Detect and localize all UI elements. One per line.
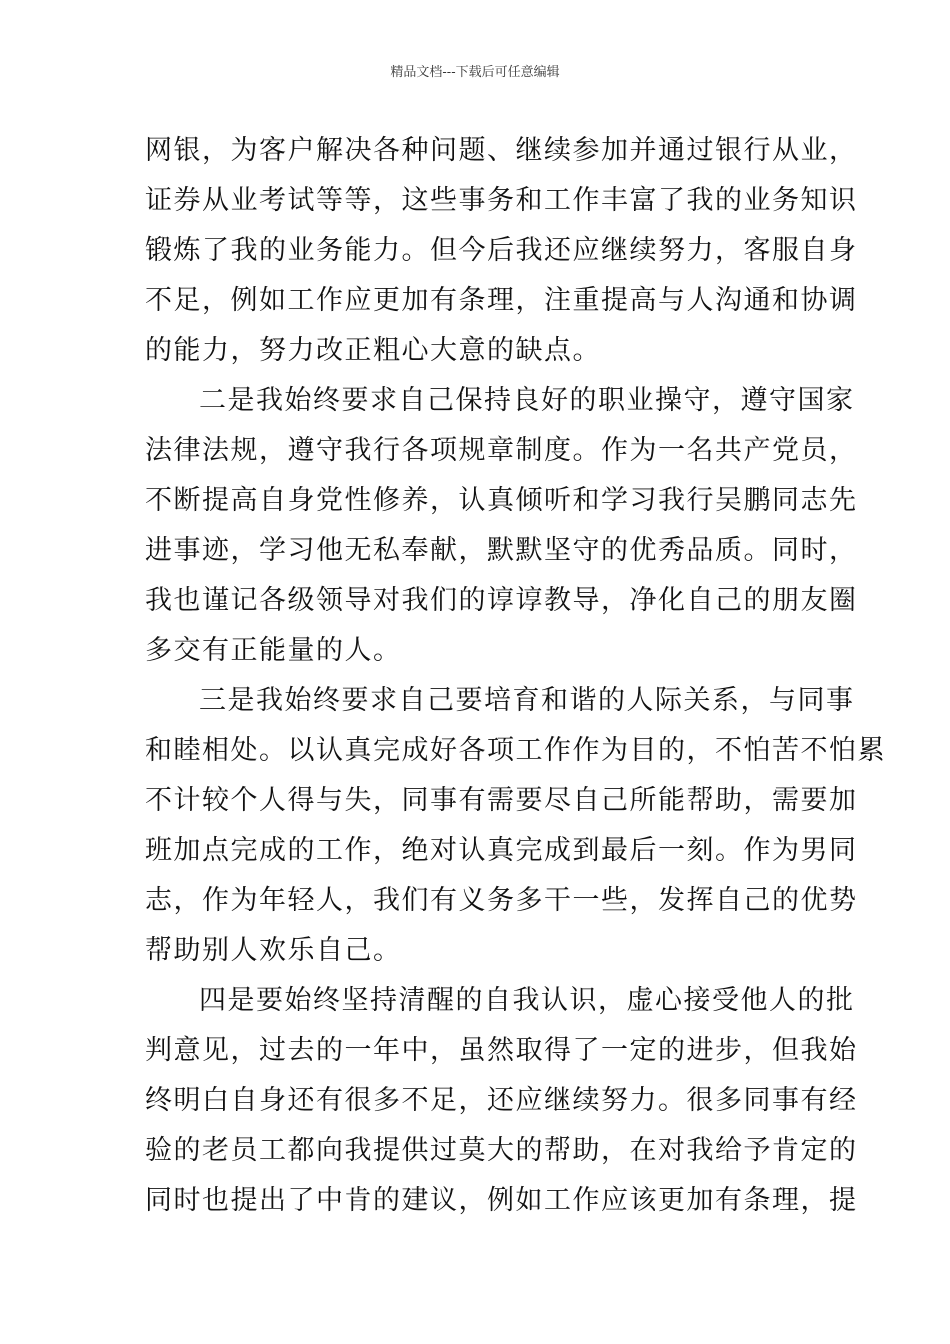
page-header: 精品文档---下载后可任意编辑 bbox=[390, 65, 560, 80]
paragraph-4 bbox=[145, 976, 858, 1226]
document-body bbox=[145, 126, 886, 1226]
text-line: 网银，为客户解决各种问题、继续参加并通过银行从业， bbox=[145, 135, 858, 166]
text-line: 进事迹，学习他无私奉献，默默坚守的优秀品质。同时， bbox=[145, 535, 858, 566]
text-line: 验的老员工都向我提供过莫大的帮助，在对我给予肯定的 bbox=[145, 1135, 858, 1166]
text-line: 帮助别人欢乐自己。 bbox=[145, 935, 402, 966]
paragraph-3 bbox=[145, 676, 886, 976]
text-line: 志，作为年轻人，我们有义务多干一些，发挥自己的优势 bbox=[145, 885, 858, 916]
text-line: 终明白自身还有很多不足，还应继续努力。很多同事有经 bbox=[145, 1085, 858, 1116]
text-line: 锻炼了我的业务能力。但今后我还应继续努力，客服自身 bbox=[145, 235, 858, 266]
text-line: 二是我始终要求自己保持良好的职业操守，遵守国家 bbox=[199, 385, 855, 416]
text-line: 多交有正能量的人。 bbox=[145, 635, 402, 666]
text-line: 判意见，过去的一年中，虽然取得了一定的进步，但我始 bbox=[145, 1035, 858, 1066]
text-line: 的能力，努力改正粗心大意的缺点。 bbox=[145, 335, 601, 366]
text-line: 证券从业考试等等，这些事务和工作丰富了我的业务知识 bbox=[145, 185, 858, 216]
text-line: 不计较个人得与失，同事有需要尽自己所能帮助，需要加 bbox=[145, 785, 858, 816]
paragraph-1 bbox=[145, 126, 858, 376]
text-line: 三是我始终要求自己要培育和谐的人际关系，与同事 bbox=[199, 685, 855, 716]
text-line: 班加点完成的工作，绝对认真完成到最后一刻。作为男同 bbox=[145, 835, 858, 866]
text-line: 同时也提出了中肯的建议，例如工作应该更加有条理，提 bbox=[145, 1185, 858, 1216]
text-line: 和睦相处。以认真完成好各项工作作为目的，不怕苦不怕累 bbox=[145, 735, 886, 766]
text-line: 不断提高自身党性修养，认真倾听和学习我行吴鹏同志先 bbox=[145, 485, 858, 516]
text-line: 四是要始终坚持清醒的自我认识，虚心接受他人的批 bbox=[199, 985, 855, 1016]
text-line: 我也谨记各级领导对我们的谆谆教导，净化自己的朋友圈 bbox=[145, 585, 858, 616]
paragraph-2 bbox=[145, 376, 858, 676]
text-line: 法律法规，遵守我行各项规章制度。作为一名共产党员， bbox=[145, 435, 858, 466]
text-line: 不足，例如工作应更加有条理，注重提高与人沟通和协调 bbox=[145, 285, 858, 316]
